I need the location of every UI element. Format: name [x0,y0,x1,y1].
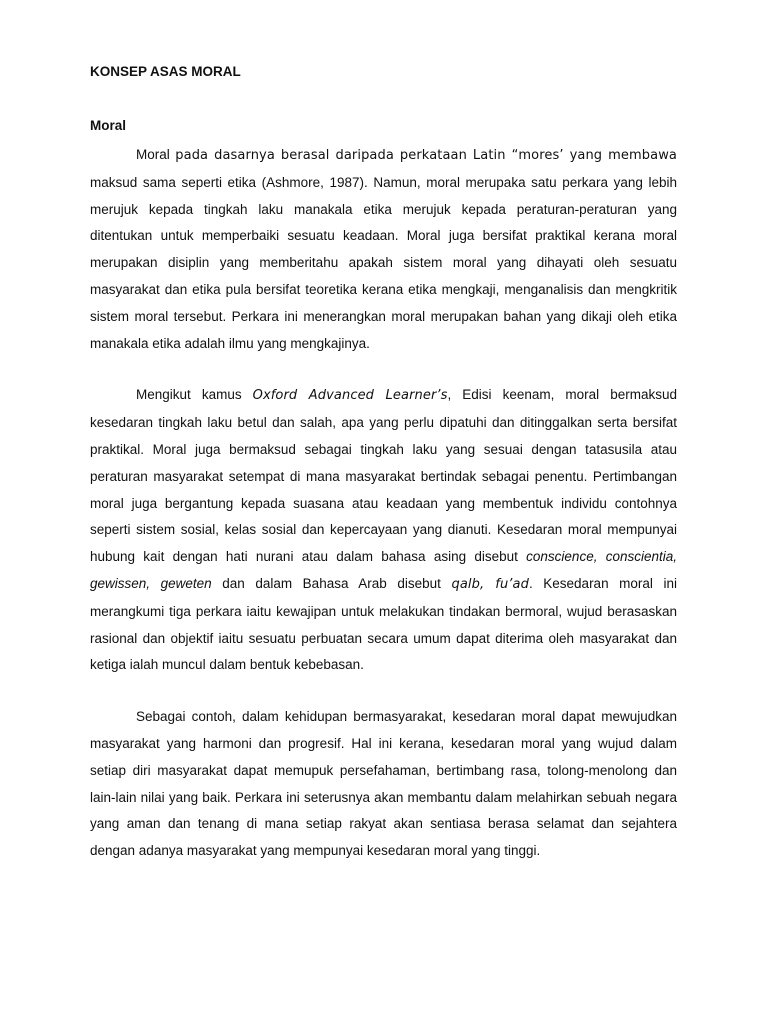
paragraph-1-body: maksud sama seperti etika (Ashmore, 1987). Namun, moral merupaka satu perkara yang lebih merujuk kepada tingkah laku manakala etika merujuk kepada peraturan-peraturan yang ditentukan untuk memperbaiki sesuatu keadaan. Moral juga bersifat praktikal kerana moral merupakan disiplin yang memberitahu apakah sistem moral yang dihayati oleh sesuatu masyarakat dan etika pula bersifat teoretika kerana etika mengkaji, menganalisis dan mengkritik sistem moral tersebut. Perkara ini menerangkan moral merupakan bahan yang dikaji oleh etika manakala etika adalah ilmu yang mengkajinya. [90,174,677,351]
document-title: KONSEP ASAS MORAL [90,64,241,79]
paragraph-2-body-b: dan dalam Bahasa Arab disebut [211,575,452,591]
document-body [90,62,677,865]
paragraph-1-lead: Moral [136,147,176,162]
paragraph-1 [90,142,677,357]
paragraph-2-body-a: , Edisi keenam, moral bermaksud kesedaran tingkah laku betul dan salah, apa yang perlu dipatuhi dan ditinggalkan serta bersifat praktikal. Moral juga bermaksud sebagai tingkah laku yang sesuai dengan tatasusila atau peraturan masyarakat setempat di mana masyarakat bertindak sebagai penentu. Pertimbangan moral juga bergantung kepada suasana atau keadaan yang membentuk individu contohnya seperti sistem sosial, kelas sosial dan kepercayaan yang dianuti. Kesedaran moral mempunyai hubung kait dengan hati nurani atau dalam bahasa asing disebut [90,387,677,565]
paragraph-3-body: Sebagai contoh, dalam kehidupan bermasyarakat, kesedaran moral dapat mewujudkan masyarakat yang harmoni dan progresif. Hal ini kerana, kesedaran moral yang wujud dalam setiap diri masyarakat dapat memupuk persefahaman, bertimbang rasa, tolong-menolong dan lain-lain nilai yang baik. Perkara ini seterusnya akan membantu dalam melahirkan sebuah negara yang aman dan tenang di mana setiap rakyat akan sentiasa berasa selamat dan sejahtera dengan adanya masyarakat yang mempunyai kesedaran moral yang tinggi. [90,709,677,859]
arabic-terms: qalb, fu’ad [451,576,529,592]
paragraph-1-latin-origin: pada dasarnya berasal daripada perkataan Latin “mores’ yang membawa [175,148,677,163]
paragraph-2-intro: Mengikut kamus [136,387,253,403]
paragraph-2 [90,382,677,679]
section-heading-moral: Moral [90,118,127,133]
paragraph-2-body-c: . Kesedaran moral ini merangkumi tiga perkara iaitu kewajipan untuk melakukan tindakan bermoral, wujud berasaskan rasional dan objektif iaitu sesuatu perbuatan secara umum dapat diterima oleh masyarakat dan ketiga ialah muncul dalam bentuk kebebasan. [90,575,677,673]
dictionary-name: Oxford Advanced Learner’s [252,388,448,404]
paragraph-3 [90,704,677,865]
foreign-terms: conscience, conscientia, gewissen, geweten [90,549,677,591]
